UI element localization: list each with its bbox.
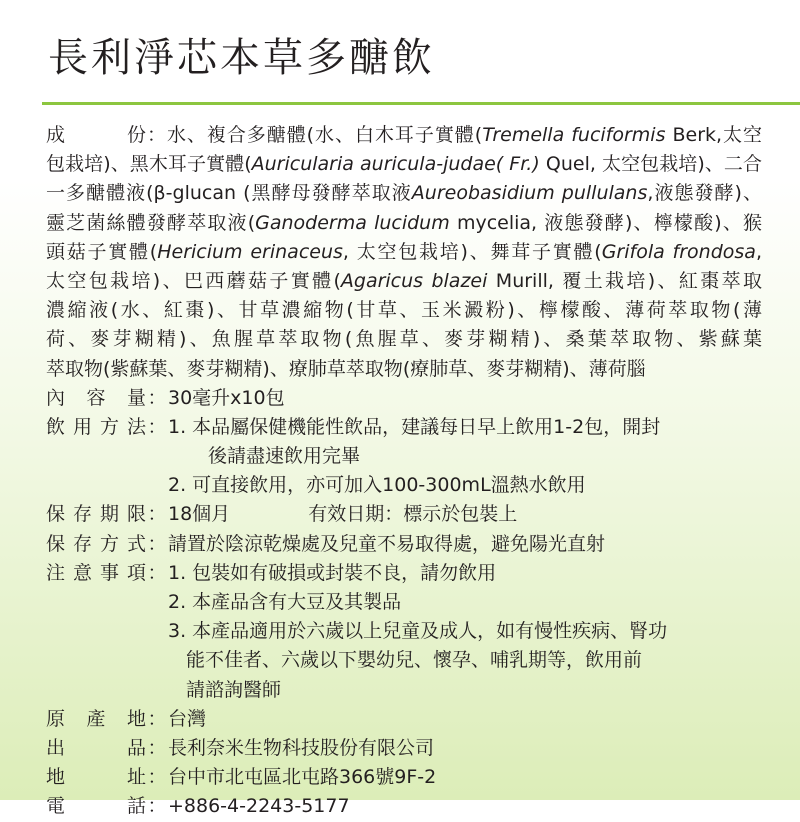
colon: ：	[147, 561, 167, 584]
ingredients-line: 萃取物(紫蘇葉、麥芽糊精)、療肺草萃取物(療肺草、麥芽糊精)、薄荷腦	[46, 357, 646, 380]
notes-item-3-continued: 請諮詢醫師	[186, 678, 282, 701]
colon: ：	[147, 736, 167, 759]
ingredients-line: 荷、麥芽糊精)、魚腥草萃取物(魚腥草、麥芽糊精)、桑葉萃取物、紫蘇葉	[46, 328, 762, 351]
content-amount-label: 內 容 量	[46, 386, 146, 409]
ingredients-line: 靈芝菌絲體發酵萃取液(Ganoderma lucidum mycelia, 液態發酵)、檸檬酸)、猴	[46, 211, 762, 234]
title-divider	[42, 102, 800, 105]
colon: ：	[147, 503, 167, 526]
colon: ：	[147, 795, 167, 818]
notes-item-2: 2. 本產品含有大豆及其製品	[168, 591, 402, 613]
notes-item-1: 1. 包裝如有破損或封裝不良，請勿飲用	[168, 561, 497, 584]
origin-row	[46, 705, 762, 734]
usage-item-2: 2. 可直接飲用，亦可加入100-300mL溫熱水飲用	[168, 474, 586, 497]
colon: ：	[147, 532, 167, 555]
expiry-note: 有效日期：標示於包裝上	[308, 503, 518, 526]
producer-value: 長利奈米生物科技股份有限公司	[168, 736, 435, 759]
usage-label: 飲用方法	[46, 415, 146, 438]
usage-row	[46, 413, 762, 442]
ingredients-line: 濃縮液(水、紅棗)、甘草濃縮物(甘草、玉米澱粉)、檸檬酸、薄荷萃取物(薄	[46, 299, 762, 322]
origin-label: 原 產 地	[46, 707, 146, 730]
ingredients-line: 頭菇子實體(Hericium erinaceus, 太空包栽培)、舞茸子實體(Grifola frondosa,	[46, 240, 762, 263]
producer-row	[46, 734, 762, 763]
colon: ：	[147, 766, 167, 789]
ingredients-label: 成 份	[46, 124, 146, 146]
ingredients-line: 成 份：水、複合多醣體(水、白木耳子實體(Tremella fuciformis Berk,太空	[46, 121, 762, 150]
content-amount-value: 30毫升x10包	[168, 386, 285, 409]
ingredients-line: 包栽培)、黑木耳子實體(Auricularia auricula-judae( Fr.) Quel, 太空包栽培)、二合	[46, 153, 763, 176]
colon: ：	[146, 124, 167, 146]
address-value: 台中市北屯區北屯路366號9F-2	[168, 766, 437, 789]
usage-item-1: 1. 本品屬保健機能性飲品，建議每日早上飲用1-2包，開封	[168, 415, 661, 438]
shelf-life-value: 18個月	[168, 503, 231, 526]
phone-row	[46, 792, 762, 821]
colon: ：	[147, 386, 167, 409]
notes-item-3-continued: 能不佳者、六歲以下嬰幼兒、懷孕、哺乳期等，飲用前	[186, 649, 643, 672]
origin-value: 台灣	[168, 707, 207, 730]
storage-value: 請置於陰涼乾燥處及兒童不易取得處，避免陽光直射	[168, 532, 606, 555]
usage-item-1-continued: 後請盡速飲用完畢	[208, 445, 361, 468]
phone-value: +886-4-2243-5177	[168, 795, 350, 818]
ingredients-line: 太空包栽培)、巴西蘑菇子實體(Agaricus blazei Murill, 覆土栽培)、紅棗萃取	[46, 269, 762, 292]
notes-label: 注意事項	[46, 561, 146, 584]
content-amount-row	[46, 384, 762, 413]
shelf-life-label: 保存期限	[46, 503, 146, 526]
producer-label: 出 品	[46, 736, 146, 759]
storage-row	[46, 530, 762, 559]
notes-item-3: 3. 本產品適用於六歲以上兒童及成人，如有慢性疾病、腎功	[168, 620, 668, 643]
notes-row	[46, 559, 762, 588]
address-label: 地 址	[46, 766, 146, 789]
colon: ：	[147, 415, 167, 438]
label-content	[46, 121, 762, 822]
storage-label: 保存方式	[46, 532, 146, 555]
address-row	[46, 763, 762, 792]
ingredients-line: 一多醣體液(β-glucan (黑酵母發酵萃取液Aureobasidium pullulans,液態發酵)、	[46, 182, 762, 205]
shelf-life-row	[46, 500, 762, 529]
colon: ：	[147, 707, 167, 730]
phone-label: 電 話	[46, 795, 146, 818]
product-title: 長利淨芯本草多醣飲	[48, 35, 435, 81]
